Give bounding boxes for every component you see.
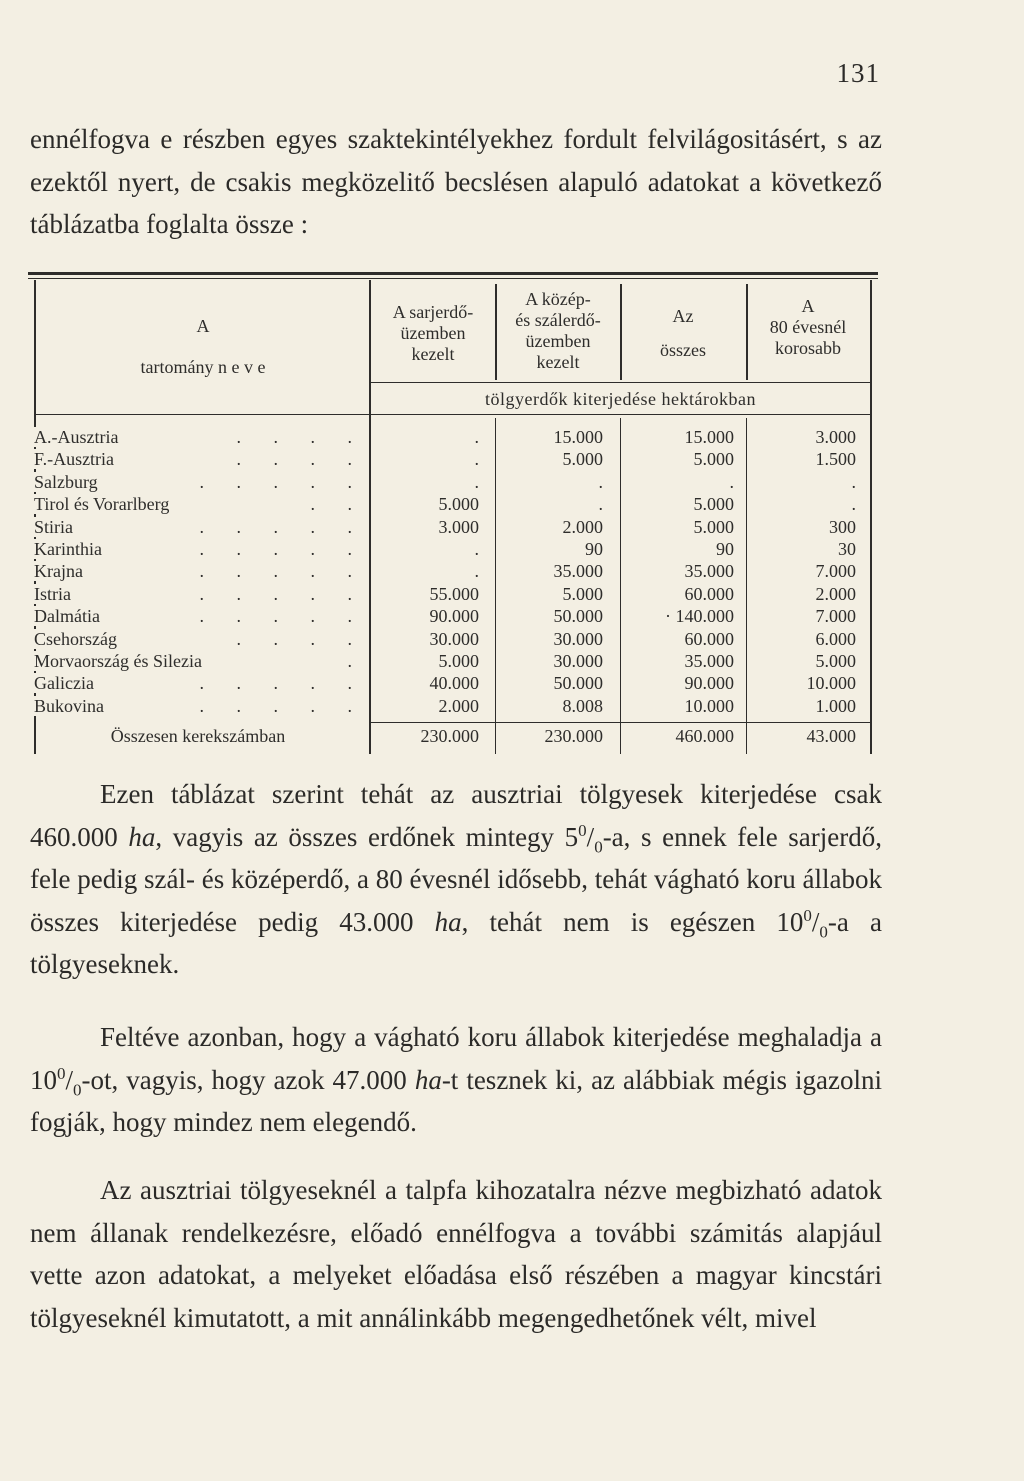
text-run: -a a tölgyeseknek. [30, 906, 882, 979]
province-name [34, 472, 364, 493]
total-divider [369, 722, 870, 723]
province-label: Csehország [34, 629, 120, 649]
province-label: Salzburg [34, 472, 101, 492]
cell-col2: 5.000 [562, 449, 603, 470]
province-name [34, 561, 364, 582]
header-col2-line: és szálerdő- [515, 310, 601, 330]
percent-sign-slash: / [65, 1064, 74, 1095]
province-name [34, 449, 364, 470]
header-col4-line: korosabb [775, 338, 841, 358]
cell-col4: 3.000 [815, 427, 856, 447]
leader-dots: . . . . [236, 449, 366, 470]
table-row [28, 517, 878, 539]
cell-col1: . [474, 539, 479, 559]
text-run: Feltéve azonban, hogy a vágható koru állabok kiterjedése meghaladja a 10 [30, 1022, 882, 1095]
cell-col1: 30.000 [429, 628, 479, 649]
text-run: -a, s ennek fele sarjerdő, fele pedig szál- és középerdő, a 80 évesnél idősebb, tehát vágható koru állabok összes kiterjedése pedig 43.000 [30, 821, 882, 937]
header-col4-line: A [801, 296, 815, 316]
cell-col3: 10.000 [684, 695, 734, 716]
cell-col2: 30.000 [553, 628, 603, 649]
leader-dots: . . . . . [199, 583, 366, 604]
table-row [28, 629, 878, 651]
paragraph-sleepers: Az ausztriai tölgyeseknél a talpfa kihozatalra nézve megbizható adatok nem állanak rendelkezésre, előadó ennélfogva a további számitás alapjául vette azon adatokat, a melyeket előadása első részében a magyar kincstári tölgyeseknél kimutatott, a mit annálinkább megengedhetőnek vélt, mivel [30, 1175, 882, 1333]
cell-col2: 50.000 [553, 673, 603, 694]
cell-col2: 50.000 [553, 606, 603, 627]
cell-col4: 2.000 [815, 583, 856, 604]
cell-col1: 55.000 [429, 583, 479, 604]
page-number: 131 [836, 58, 880, 88]
province-name [34, 517, 364, 538]
header-name-a: A [196, 316, 210, 336]
province-label: Morvaország és Silezia [34, 651, 205, 671]
cell-col4: 7.000 [815, 561, 856, 582]
cell-col2: 35.000 [553, 561, 603, 582]
percent-sign-top: 0 [578, 820, 587, 840]
table-row [28, 539, 878, 561]
leader-dots: . . . . . [199, 539, 366, 559]
header-col2 [495, 289, 621, 373]
table-row [28, 651, 878, 673]
header-col4-line: 80 évesnél [769, 317, 847, 337]
province-label: Tirol és Vorarlberg [34, 494, 172, 514]
table-row [28, 427, 878, 449]
cell-col3: · 140.000 [665, 606, 734, 627]
percent-sign-slash: / [586, 821, 595, 852]
text-run: -ot, vagyis, hogy azok 47.000 [81, 1064, 415, 1095]
cell-col4: 5.000 [815, 651, 856, 671]
cell-col4: 30 [838, 539, 856, 559]
total-col3: 460.000 [675, 726, 734, 746]
table-row [28, 494, 878, 516]
province-label: Karinthia [34, 539, 105, 559]
table-row [28, 449, 878, 471]
cell-col1: 40.000 [429, 673, 479, 694]
text-run: , tehát nem is egészen 10 [461, 906, 804, 937]
cell-col1: 90.000 [429, 606, 479, 627]
header-col2-line: A közép- [525, 289, 591, 309]
table-row [28, 472, 878, 494]
cell-col1: 3.000 [438, 516, 479, 537]
province-label: Krajna [34, 561, 86, 581]
header-col2-line: üzemben [525, 331, 591, 351]
cell-col1: . [474, 449, 479, 470]
header-col4 [746, 296, 870, 359]
text-run: , vagyis az összes erdőnek mintegy 5 [155, 821, 579, 852]
header-col1 [369, 302, 497, 365]
province-name [34, 584, 364, 605]
paragraph-intro: ennélfogva e részben egyes szaktekintélyekhez fordult felvilágositásért, s az ezektől nyert, de csakis megközelitő becslésen alapuló adatokat a következő táblázatba foglalta össze : [30, 124, 882, 239]
province-name [34, 651, 364, 672]
header-name-b: tartomány n e v e [140, 357, 266, 377]
cell-col1: . [474, 471, 479, 492]
table-top-rule-thin [28, 278, 878, 279]
cell-col3: 60.000 [684, 628, 734, 649]
cell-col3: . [729, 471, 734, 492]
leader-dots: . . . . . [199, 561, 366, 582]
leader-dots: . . . . [236, 427, 366, 447]
table-row [28, 606, 878, 628]
cell-col2: . [598, 494, 603, 515]
province-label: Bukovina [34, 696, 107, 716]
province-label: Stiria [34, 517, 76, 537]
cell-col2: 5.000 [562, 583, 603, 604]
cell-col4: 7.000 [815, 606, 856, 627]
paragraph-summary [30, 773, 882, 986]
header-col3 [620, 306, 746, 361]
cell-col3: 5.000 [693, 449, 734, 470]
percent-sign-bottom: 0 [594, 836, 603, 856]
cell-col1: 5.000 [438, 651, 479, 671]
leader-dots: . . . . . [199, 695, 366, 716]
header-bottom-rule [34, 414, 870, 415]
cell-col4: 10.000 [806, 673, 856, 694]
forest-area-table [28, 272, 878, 754]
header-col1-line: kezelt [411, 344, 455, 364]
total-col1: 230.000 [420, 726, 479, 746]
table-top-rule [28, 272, 878, 275]
cell-col2: . [598, 471, 603, 492]
cell-col2: 90 [585, 539, 603, 559]
percent-sign-bottom: 0 [819, 921, 828, 941]
percent-sign-top: 0 [57, 1063, 66, 1083]
cell-col1: . [474, 427, 479, 447]
header-col1-line: A sarjerdő- [392, 302, 474, 322]
cell-col4: . [851, 471, 856, 492]
province-label: Dalmátia [34, 606, 103, 626]
unit-ha: ha [414, 1064, 442, 1095]
table-row [28, 673, 878, 695]
province-name [34, 696, 364, 717]
cell-col3: 35.000 [684, 651, 734, 671]
province-name [34, 629, 364, 650]
table-row [28, 584, 878, 606]
header-unit-caption: tölgyerdők kiterjedése hektárokban [485, 389, 756, 409]
unit-ha: ha [128, 821, 156, 852]
header-col3-line: Az [672, 306, 694, 326]
table-row [28, 561, 878, 583]
cell-col1: . [474, 561, 479, 582]
cell-col2: 8.008 [562, 695, 603, 716]
province-name [34, 539, 364, 560]
leader-dots: . [347, 651, 366, 671]
cell-col3: 90.000 [684, 673, 734, 694]
text-run: Ezen táblázat szerint tehát az ausztriai tölgyesek kiterjedése csak 460.000 [30, 779, 882, 852]
cell-col3: 90 [716, 539, 734, 559]
text-run: -t tesznek ki, az alábbiak mégis igazolni fogják, hogy mindez nem elegendő. [30, 1064, 883, 1137]
province-name [34, 606, 364, 627]
cell-col1: 2.000 [438, 695, 479, 716]
percent-sign-slash: / [811, 906, 820, 937]
header-col1-line: üzemben [400, 323, 466, 343]
province-label: F.-Ausztria [34, 449, 117, 469]
leader-dots: . . . . . [199, 471, 366, 492]
header-col2-line: kezelt [536, 352, 580, 372]
leader-dots: . . . . . [199, 606, 366, 627]
cell-col1: 5.000 [438, 494, 479, 515]
province-name [34, 494, 364, 515]
paragraph-assumption [30, 1016, 882, 1144]
leader-dots: . . . . . [199, 673, 366, 694]
cell-col3: 35.000 [684, 561, 734, 582]
total-col4: 43.000 [806, 726, 856, 746]
cell-col4: 6.000 [815, 628, 856, 649]
unit-ha: ha [434, 906, 462, 937]
cell-col3: 5.000 [693, 494, 734, 515]
province-name [34, 673, 364, 694]
percent-sign-top: 0 [803, 905, 812, 925]
province-name [34, 427, 364, 448]
table-row [28, 696, 878, 718]
leader-dots: . . . . [236, 628, 366, 649]
leader-dots: . . [310, 494, 366, 515]
header-divider [369, 382, 870, 383]
province-label: Istria [34, 584, 74, 604]
cell-col3: 15.000 [684, 427, 734, 447]
total-col2: 230.000 [544, 726, 603, 746]
leader-dots: . . . . . [199, 516, 366, 537]
cell-col3: 5.000 [693, 516, 734, 537]
cell-col3: 60.000 [684, 583, 734, 604]
header-col3-line: összes [660, 340, 706, 360]
province-label: Galiczia [34, 673, 97, 693]
cell-col2: 15.000 [553, 427, 603, 447]
percent-sign-bottom: 0 [73, 1079, 82, 1099]
total-label: Összesen kerekszámban [110, 726, 286, 746]
province-label: A.-Ausztria [34, 427, 121, 447]
cell-col4: 300 [829, 516, 856, 537]
cell-col4: 1.500 [815, 449, 856, 470]
table-total-row [28, 726, 878, 748]
cell-col4: 1.000 [815, 695, 856, 716]
cell-col2: 2.000 [562, 516, 603, 537]
cell-col2: 30.000 [553, 651, 603, 671]
cell-col4: . [851, 494, 856, 515]
